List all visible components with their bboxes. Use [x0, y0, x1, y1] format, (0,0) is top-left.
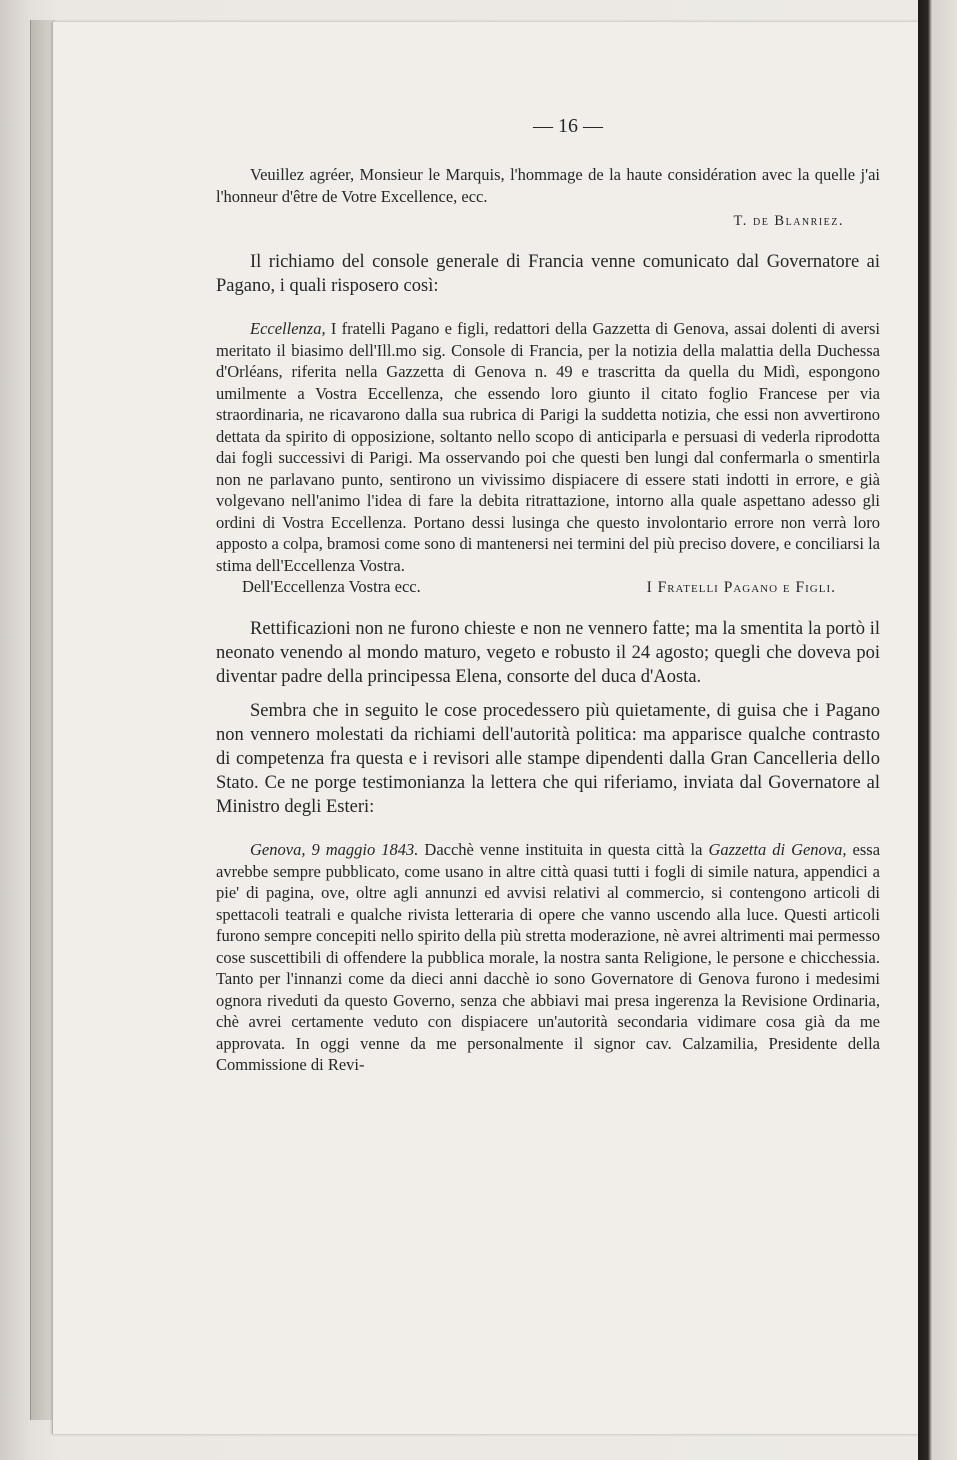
letter-text-a: Dacchè venne instituita in questa città la — [424, 840, 703, 859]
letter-pagano-body — [216, 318, 880, 576]
letter-signature-pagano: I Fratelli Pagano e Figli. — [646, 579, 836, 596]
letter-gazzetta-title: Gazzetta di Genova, — [708, 840, 847, 859]
letter-signature-blanriez: T. de Blanriez. — [733, 213, 844, 229]
letter-dateline: Genova, 9 maggio 1843. — [250, 840, 419, 859]
letter-governatore-body — [216, 839, 880, 1076]
letter-closing-row — [216, 576, 880, 599]
letter-text: I fratelli Pagano e figli, redattori della Gazzetta di Genova, assai dolenti di aversi meritato il biasimo dell'Ill.mo sig. Console di Francia, per la notizia della malattia della Duchessa d'Orléans, riferita nella Gazzetta di Genova n. 49 e trascritta da quella du Midì, espongono umilmente a Vostra Eccellenza, che essendo loro giunto il citato foglio Francese per via straordinaria, ne ricavarono dalla sua rubrica di Parigi la suddetta notizia, che essi non avvertirono dettata da spirito di opposizione, soltanto nello scopo di anticiparla e persuasi di vederla riprodotta dai fogli successivi di Parigi. Ma osservando poi che questi ben lungi dal confermarla o smentirla non ne parlavano punto, sentirono un vivissimo dispiacere di essere stati indotti in errore, e già volgevano nell'animo l'idea di fare la debita ritrattazione, intorno alla quale aspettano adesso gli ordini di Vostra Eccellenza. Portano dessi lusinga che questo involontario errore non verrà loro apposto a colpa, bramosi come sono di mantenersi nei termini del più preciso dovere, e conciliarsi la stima dell'Eccellenza Vostra. — [216, 319, 881, 575]
page-content — [216, 115, 880, 1076]
letter-closing: Dell'Eccellenza Vostra ecc. — [242, 577, 421, 596]
paragraph-console-reply: Il richiamo del console generale di Francia venne comunicato dal Governatore ai Pagano, i quali risposero così: — [216, 252, 880, 296]
letter-salutation: Eccellenza, — [250, 319, 326, 338]
book-spine-edge — [918, 0, 957, 1460]
french-closing-paragraph: Veuillez agréer, Monsieur le Marquis, l'hommage de la haute considération avec la quelle j'ai l'honneur d'être de Votre Excellence, ecc. — [216, 165, 880, 206]
paragraph-rettificazioni: Rettificazioni non ne furono chieste e non ne vennero fatte; ma la smentita la portò il neonato venendo al mondo maturo, vegeto e robusto il 24 agosto; quegli che doveva poi diventar padre della principessa Elena, consorte del duca d'Aosta. — [216, 619, 880, 687]
paragraph-sembra: Sembra che in seguito le cose procedessero più quietamente, di guisa che i Pagano non vennero molestati da richiami dell'autorità politica: ma apparisce qualche contrasto di competenza fra questa e i revisori alle stampe dipendenti dalla Gran Cancelleria dello Stato. Ce ne porge testimonianza la lettera che qui riferiamo, inviata dal Governatore al Ministro degli Esteri: — [216, 701, 880, 817]
page-number: — 16 — — [533, 115, 603, 137]
letter-text-b: essa avrebbe sempre pubblicato, come usano in altre città quasi tutti i fogli di simile natura, appendici a pie' di pagina, ove, oltre agli annunzi ed avvisi relativi al commercio, si contengono articoli di spettacoli teatrali e qualche rivista letteraria di opere che vanno uscendo alla luce. Questi articoli furono sempre concepiti nello spirito della più stretta moderazione, nè avrei altrimenti mai permesso cose suscettibili di offendere la pubblica morale, la nostra santa Religione, le persone e chicchessia. Tanto per l'innanzi come da dieci anni dacchè io sono Governatore di Genova furono i medesimi ognora riveduti da questo Governo, senza che abbiavi mai presa ingerenza la Revisione Ordinaria, chè avrei certamente veduto con dispiacere un'autorità secondaria vidimare cosa già da me approvata. In oggi venne da me personalmente il signor cav. Calzamilia, Presidente della Commissione di Revi- — [216, 840, 881, 1074]
